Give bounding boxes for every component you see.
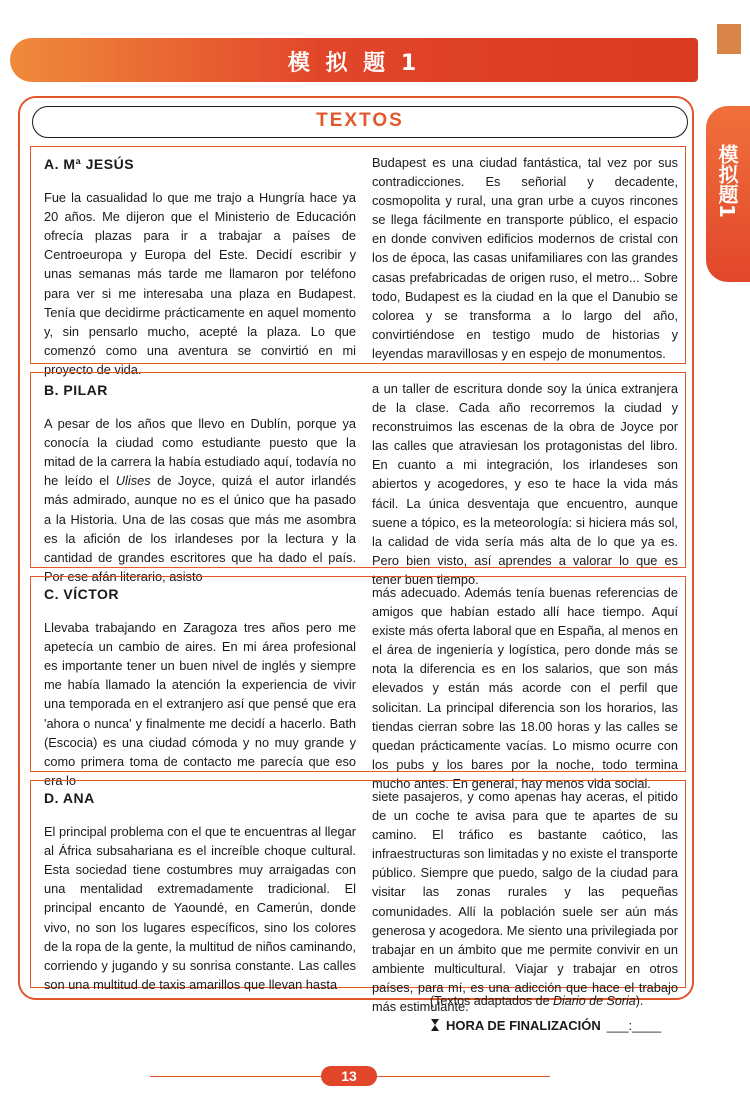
side-tab (706, 106, 750, 282)
panel-c-left-column (44, 577, 356, 790)
hourglass-icon (430, 1018, 440, 1032)
finish-time-blank[interactable]: ___:____ (606, 1018, 662, 1033)
source-publication: Diario de Soria (553, 994, 636, 1008)
panel-a-right-column (372, 147, 678, 363)
side-tab-label: 模拟题1 (715, 144, 739, 218)
text-panel-c (30, 576, 686, 791)
source-note-end: ). (635, 994, 644, 1008)
panel-b-right-text: a un taller de escritura donde soy la única extranjera de la clase. Cada año recorremos la ciudad y reconstruimos las escenas de la obra de Joyce por las calles que atraviesan los protagonistas del libro. En cuanto a mi integración, los irlandeses son abiertos y acogedores, y eso te hace la vida más fácil. La única desventaja que encuentro, aunque suene a tópico, es la meteorología: si hiciera más sol, la calidad de vida sería más alta de lo que ya es. Pero bien visto, así aprendes a valorar lo que es tener buen tiempo. (372, 381, 678, 587)
source-note (430, 994, 643, 1008)
page-title: 模 拟 题 1 (287, 51, 421, 76)
panel-c-right-column (372, 577, 678, 793)
finish-time (430, 1018, 661, 1033)
panel-d-right-column (372, 781, 678, 1016)
panel-a-heading: A. Mª JESÚS (44, 156, 135, 172)
panel-c-left-text: Llevaba trabajando en Zaragoza tres años pero me apetecía un cambio de aires. En mi área profesional es importante tener un buen nivel de inglés y siempre me había llamado la atención la experiencia de vivir una temporada en el extranjero así que pensé que era 'ahora o nunca' y finalmente me decidí a hacerlo. Bath (Escocia) es una ciudad cómoda y no muy grande y como primera toma de contacto me parecía que eso era lo (44, 620, 356, 788)
book-title-ulises: Ulises (115, 473, 151, 489)
panel-c-right-text: más adecuado. Además tenía buenas referencias de amigos que habían estado allí hace tiempo. Aquí existe más oferta laboral que en España, al menos en el área de ingeniería y logística, pero donde más se nota la diferencia es en los salarios, que son más elevados y están más acorde con el perfil que solicitan. La principal diferencia son los horarios, las tiendas cierran sobre las 18.00 horas y las calles se quedan prácticamente vacías. Lo mismo ocurre con los pubs y los bares por la noche, todo termina mucho antes. En general, hay menos vida social. (372, 585, 678, 791)
panel-b-left-column (44, 373, 356, 586)
page-number: 13 (321, 1066, 377, 1086)
panel-d-right-text: siete pasajeros, y como apenas hay aceras, el pitido de un coche te avisa para que te apartes de su camino. El tráfico es bastante caótico, las infraestructuras son limitadas y no existe el transporte público. Siempre que puedo, salgo de la ciudad para visitar las zonas rurales y las pequeñas comunidades. Allí la población suele ser aún más generosa y acogedora. Me siento una privilegiada por trabajar en un ámbito que me permite convivir en un ambiente multicultural. Viajar y trabajar en otros países, para mí, es una adicción que hace el trabajo más estimulante. (372, 789, 678, 1015)
source-note-start: (Textos adaptados de (430, 994, 553, 1008)
text-panel-b (30, 372, 686, 587)
panel-d-left-column (44, 781, 356, 994)
panel-b-heading: B. PILAR (44, 382, 108, 398)
text-panel-a (30, 146, 686, 377)
finish-time-label: HORA DE FINALIZACIÓN (446, 1018, 601, 1033)
section-title: TEXTOS (316, 110, 404, 131)
panel-d-left-text: El principal problema con el que te encuentras al llegar al África subsahariana es el increíble choque cultural. Esta sociedad tiene costumbres muy arraigadas con una mentalidad extremadamente tradicional. El principal encanto de Yaoundé, en Camerún, donde vivo, no son los lugares específicos, sino los colores de la ropa de la gente, la multitud de niños caminando, corriendo y jugando y su sonrisa constante. Las calles son una multitud de taxis amarillos que llevan hasta (44, 824, 356, 992)
panel-c-heading: C. VÍCTOR (44, 586, 120, 602)
panel-d-heading: D. ANA (44, 790, 95, 806)
panel-a-left-text: Fue la casualidad lo que me trajo a Hungría hace ya 20 años. Me dijeron que el Ministerio de Educación ofrecía plazas para ir a trabajar a países de Centroeuropa y Europa del Este. Decidí escribir y unas semanas más tarde me llamaron por teléfono para ver si me interesaba una plaza en Budapest. Tenía que decidirme prácticamente en aquel momento y, sin pensarlo mucho, acepté la plaza. Lo que comenzó como una aventura se convirtió en mi proyecto de vida. (44, 190, 356, 377)
panel-a-right-text: Budapest es una ciudad fantástica, tal vez por sus contradicciones. Es señorial y decadente, cosmopolita y rural, una gran urbe a cuyos rincones se llega fácilmente en transporte público, el espacio en donde conviven edificios modernos de cristal con los de época, las casas unifamiliares con las grandes casas prefabricadas de origen ruso, el metro... Sobre todo, Budapest es la ciudad en la que el Danubio se colorea y se transforma a lo largo del año, convirtiéndose en testigo mudo de historias y leyendas maravillosas y en espejo de monumentos. (372, 155, 678, 361)
corner-square (717, 24, 741, 54)
panel-b-left-text-end: de Joyce, quizá el autor irlandés más admirado, aunque no es el único que ha pasado a la Historia. Una de las cosas que más me asombra es la afición de los irlandeses por la lectura y la cantidad de grandes escritores que ha dado el país. Por ese afán literario, asisto (44, 473, 356, 584)
panel-b-left-text-start: A pesar de los años que llevo en Dublín, porque ya conocía la ciudad como estudiante puesto que la mitad de la carrera la había estudiado aquí, todavía no he leído el (44, 416, 356, 489)
panel-b-left-text (44, 414, 356, 586)
panel-a-left-column (44, 147, 356, 379)
section-title-box (32, 106, 688, 138)
header-bar (10, 38, 698, 82)
panel-b-right-column (372, 373, 678, 589)
